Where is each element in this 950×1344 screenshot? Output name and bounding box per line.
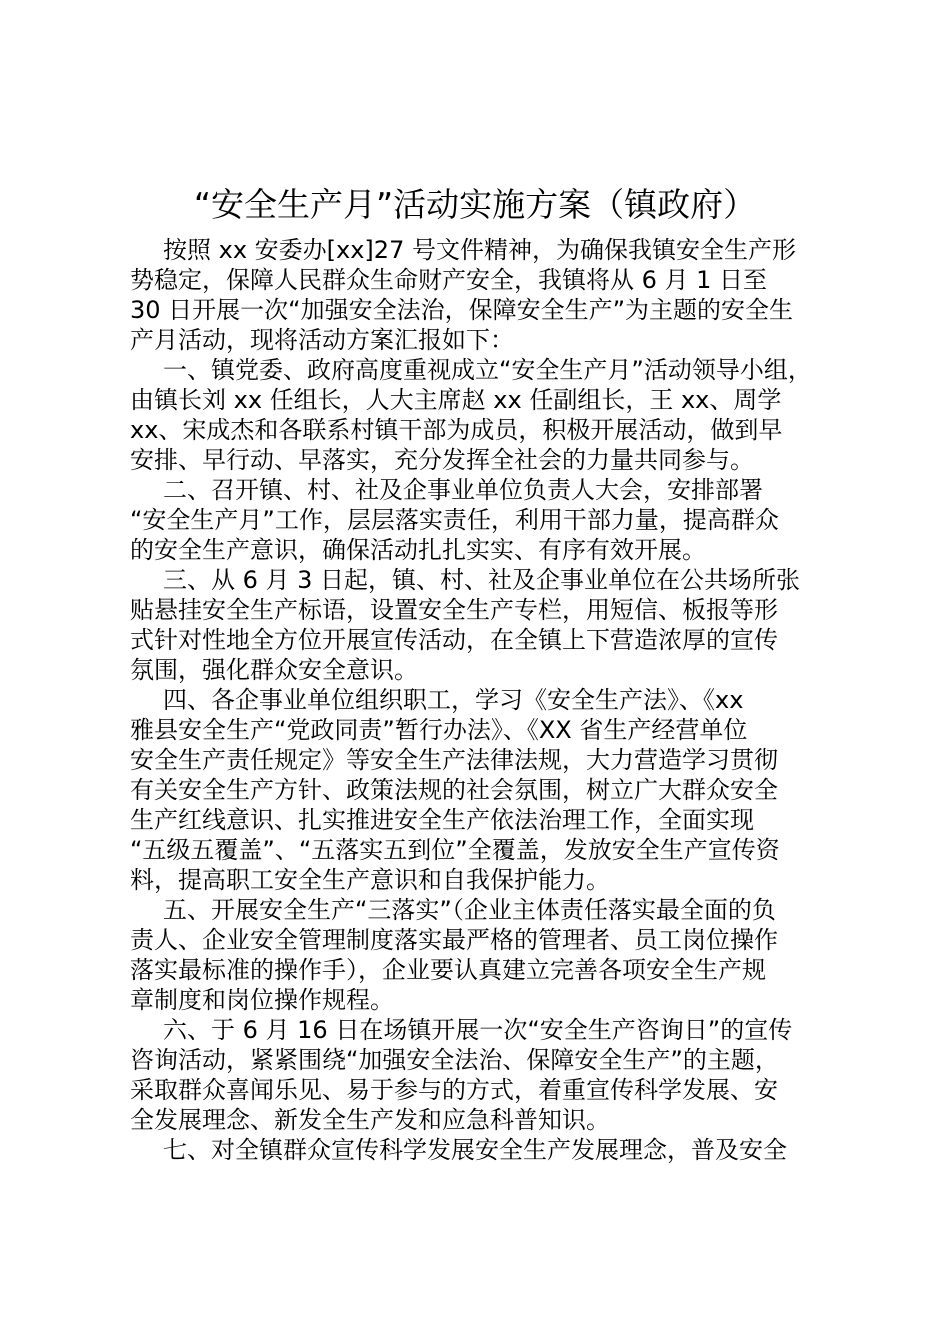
body-line: 采取群众喜闻乐见、易于参与的方式，着重宣传科学发展、安 [130, 1076, 778, 1104]
body-line: 按照 xx 安委办[xx]27 号文件精神，为确保我镇安全生产形 [163, 236, 796, 264]
body-line: 料，提高职工安全生产意识和自我保护能力。 [130, 866, 610, 894]
body-line: 的安全生产意识，确保活动扎扎实实、有序有效开展。 [130, 536, 706, 564]
body-line: 落实最标准的操作手），企业要认真建立完善各项安全生产规 [130, 956, 766, 984]
body-line: 式针对性地全方位开展宣传活动，在全镇上下营造浓厚的宣传 [130, 626, 778, 654]
body-line: 雅县安全生产“党政同责”暂行办法》、《XX 省生产经营单位 [130, 716, 748, 744]
body-line: 安排、早行动、早落实，充分发挥全社会的力量共同参与。 [130, 446, 754, 474]
body-line: 二、召开镇、村、社及企事业单位负责人大会，安排部署 [163, 476, 763, 504]
body-line: 势稳定，保障人民群众生命财产安全，我镇将从 6 月 1 日至 [130, 266, 768, 294]
body-line: “五级五覆盖”、“五落实五到位”全覆盖，发放安全生产宣传资 [130, 836, 780, 864]
body-line: 七、对全镇群众宣传科学发展安全生产发展理念，普及安全 [163, 1136, 787, 1164]
body-line: 贴悬挂安全生产标语，设置安全生产专栏，用短信、板报等形 [130, 596, 778, 624]
body-line: 氛围，强化群众安全意识。 [130, 656, 418, 684]
body-line: 由镇长刘 xx 任组长，人大主席赵 xx 任副组长，王 xx、周学 [130, 386, 782, 414]
document-title: “安全生产月”活动实施方案（镇政府） [193, 185, 757, 224]
body-line: 三、从 6 月 3 日起，镇、村、社及企事业单位在公共场所张 [163, 566, 801, 594]
body-line: 责人、企业安全管理制度落实最严格的管理者、员工岗位操作 [130, 926, 778, 954]
body-line: xx、宋成杰和各联系村镇干部为成员，积极开展活动，做到早 [130, 416, 783, 444]
body-line: “安全生产月”工作，层层落实责任，利用干部力量，提高群众 [130, 506, 779, 534]
document-body [130, 235, 850, 1165]
body-line: 30 日开展一次“加强安全法治，保障安全生产”为主题的安全生 [130, 296, 794, 324]
body-line: 咨询活动，紧紧围绕“加强安全法治、保障安全生产”的主题， [130, 1046, 779, 1074]
body-line: 安全生产责任规定》等安全生产法律法规，大力营造学习贯彻 [130, 746, 778, 774]
body-line: 全发展理念、新发全生产发和应急科普知识。 [130, 1106, 610, 1134]
body-line: 产月活动，现将活动方案汇报如下： [130, 326, 514, 354]
body-line: 四、各企事业单位组织职工，学习《安全生产法》、《xx [163, 686, 744, 714]
body-line: 五、开展安全生产“三落实”（企业主体责任落实最全面的负 [163, 896, 776, 924]
body-line: 有关安全生产方针、政策法规的社会氛围，树立广大群众安全 [130, 776, 778, 804]
body-line: 一、镇党委、政府高度重视成立“安全生产月”活动领导小组， [163, 356, 812, 384]
body-line: 生产红线意识、扎实推进安全生产依法治理工作，全面实现 [130, 806, 754, 834]
body-line: 章制度和岗位操作规程。 [130, 986, 394, 1014]
body-line: 六、于 6 月 16 日在场镇开展一次“安全生产咨询日”的宣传 [163, 1016, 793, 1044]
